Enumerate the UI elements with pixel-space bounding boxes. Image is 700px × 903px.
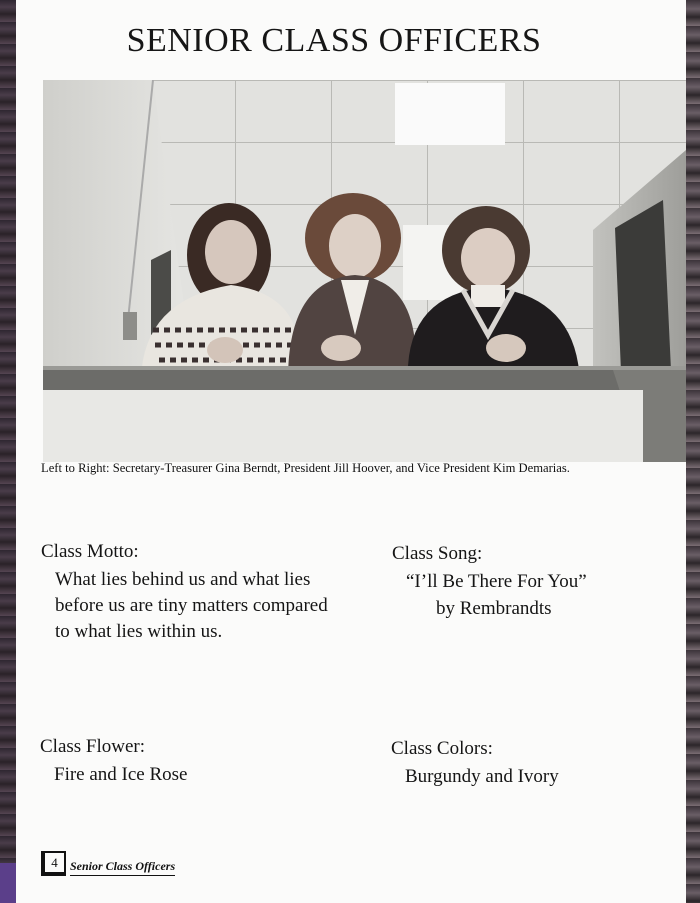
class-song-artist: by Rembrandts: [436, 598, 552, 619]
class-song-title: “I’ll Be There For You”: [406, 571, 587, 592]
class-colors-text: Burgundy and Ivory: [405, 766, 559, 787]
photo-caption: Left to Right: Secretary-Treasurer Gina Berndt, President Jill Hoover, and Vice President Kim Demarias.: [41, 461, 570, 475]
class-song-label: Class Song:: [392, 543, 483, 564]
class-colors-label: Class Colors:: [391, 738, 493, 759]
ceiling-light: [395, 83, 505, 145]
footer-section-title: Senior Class Officers: [70, 859, 175, 876]
page-footer: [41, 851, 175, 876]
class-motto-label: Class Motto:: [41, 541, 139, 562]
class-flower-text: Fire and Ice Rose: [54, 764, 188, 785]
page-title: SENIOR CLASS OFFICERS: [126, 22, 542, 59]
class-flower-label: Class Flower:: [40, 736, 146, 757]
right-backdrop: [684, 0, 700, 903]
officers-photo: [43, 80, 686, 462]
class-motto-text: What lies behind us and what lies before us are tiny matters compared to what lies within us.: [55, 569, 328, 642]
railing: [43, 368, 686, 390]
page-number: 4: [41, 851, 66, 876]
